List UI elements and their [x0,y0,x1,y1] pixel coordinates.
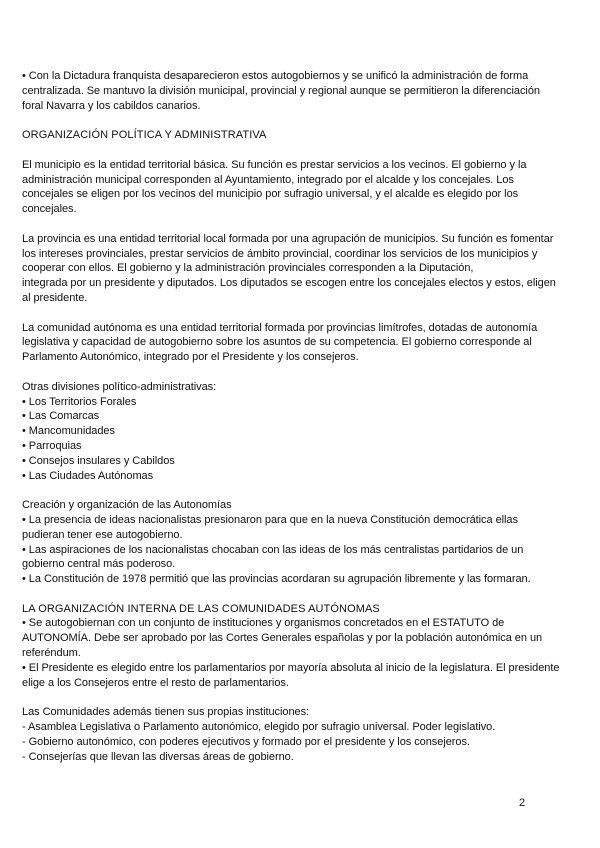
list-instituciones [22,705,582,764]
text-line: administración municipal corresponden al Ayuntamiento, integrado por el alcalde y los concejales. Los [22,173,514,186]
text-line: La comunidad autónoma es una entidad territorial formada por provincias limítrofes, dotadas de autonomía [22,321,538,334]
text-line: referéndum. [22,647,81,660]
text-line: concejales se eligen por los vecinos del municipio por sufragio universal, y el alcalde es elegido por los [22,188,519,201]
text-line: • La Constitución de 1978 permitió que las provincias acordaran su agrupación libremente y las formaran. [22,573,531,586]
text-line: gobierno central más poderoso. [22,558,176,571]
text-line: legislativa y capacidad de autogobierno sobre los asuntos de su competencia. El gobierno corresponde al [22,336,532,349]
list-title: Las Comunidades además tienen sus propias instituciones: [22,706,310,719]
text-line: integrada por un presidente y diputados. Los diputados se escogen entre los concejales electos y estos, eligen [22,277,556,290]
paragraph-comunidad [22,321,582,365]
text-line: Parlamento Autonómico, integrado por el Presidente y los consejeros. [22,351,359,364]
text-line: foral Navarra y los cabildos canarios. [22,99,201,112]
text-line: cooperar con ellos. El gobierno y la administración provinciales corresponden a la Diputación, [22,262,474,275]
list-item: • Las Ciudades Autónomas [22,469,154,482]
text-line: La provincia es una entidad territorial local formada por una agrupación de municipios. Su función es fomentar [22,232,554,245]
list-item: - Gobierno autonómico, con poderes ejecutivos y formado por el presidente y los consejeros. [22,735,470,748]
list-item: • Parroquias [22,439,82,452]
list-otras-divisiones [22,380,582,484]
text-line: centralizada. Se mantuvo la división municipal, provincial y regional aunque se permitieron la diferenciación [22,84,540,97]
text-line: • La presencia de ideas nacionalistas presionaron para que en la nueva Constitución democrática ellas [22,513,518,526]
subsection-title: Creación y organización de las Autonomías [22,499,232,512]
text-line: los intereses provinciales, prestar servicios de ámbito provincial, coordinar los servicios de los municipios y [22,247,538,260]
list-item: • Las Comarcas [22,410,100,423]
text-line: elige a los Consejeros entre el resto de parlamentarios. [22,676,289,689]
text-line: al presidente. [22,291,88,304]
list-item: • Consejos insulares y Cabildos [22,454,175,467]
document-page [22,69,582,764]
section-heading-organizacion: ORGANIZACIÓN POLÍTICA Y ADMINISTRATIVA [22,129,267,142]
list-item: - Consejerías que llevan las diversas áreas de gobierno. [22,750,294,763]
intro-paragraph [22,69,582,113]
text-line: • Con la Dictadura franquista desaparecieron estos autogobiernos y se unificó la administración de forma [22,70,529,82]
text-line: • Las aspiraciones de los nacionalistas chocaban con las ideas de los más centralistas partidarios de un [22,543,524,556]
list-title: Otras divisiones político-administrativas: [22,380,217,393]
paragraph-provincia [22,232,582,306]
list-item: • Mancomunidades [22,425,115,438]
list-item: - Asamblea Legislativa o Parlamento autonómico, elegido por sufragio universal. Poder legislativo. [22,721,496,734]
text-line: El municipio es la entidad territorial básica. Su función es prestar servicios a los vecinos. El gobierno y la [22,158,527,171]
text-line: • El Presidente es elegido entre los parlamentarios por mayoría absoluta al inicio de la legislatura. El presidente [22,661,560,674]
paragraph-municipio [22,158,582,217]
section-heading-organizacion-interna: LA ORGANIZACIÓN INTERNA DE LAS COMUNIDADES AUTÓNOMAS [22,602,380,615]
paragraph-organizacion-interna [22,602,582,691]
page-number: 2 [519,797,526,809]
text-line: • Se autogobiernan con un conjunto de instituciones y organismos concretados en el ESTATUTO de [22,617,505,630]
list-item: • Los Territorios Forales [22,395,137,408]
text-line: AUTONOMÍA. Debe ser aprobado por las Cortes Generales españolas y por la población autonómica en un [22,632,543,645]
text-line: concejales. [22,203,77,216]
paragraph-creacion [22,498,582,587]
text-line: pudieran tener ese autogobierno. [22,528,183,541]
